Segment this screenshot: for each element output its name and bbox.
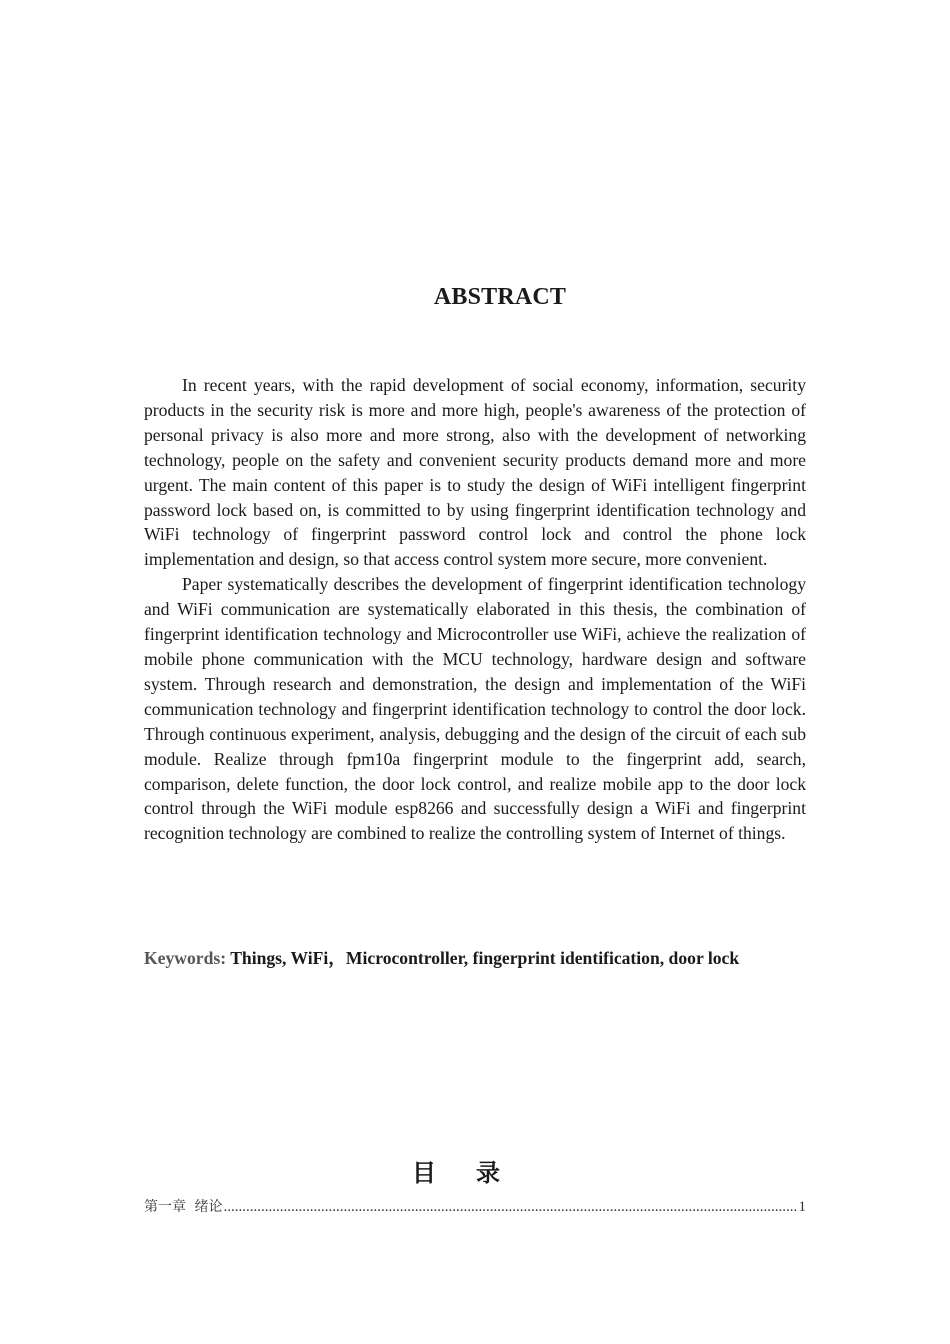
abstract-paragraph-1: In recent years, with the rapid development of social economy, information, security products in the security risk is more and more high, people's awareness of the protection of personal privacy is also more and more strong, also with the development of networking technology, people on the safety and convenient security products demand more and more urgent. The main content of this paper is to study the design of WiFi intelligent fingerprint password lock based on, is committed to by using fingerprint identification technology and WiFi technology of fingerprint password control lock and control the phone lock implementation and design, so that access control system more secure, more convenient. <box>144 375 806 570</box>
toc-entry-page: 1 <box>798 1199 806 1215</box>
abstract-body <box>144 373 806 846</box>
toc-entry[interactable] <box>144 1196 806 1218</box>
keywords-line <box>144 946 844 970</box>
toc-dot-leader <box>223 1196 797 1218</box>
abstract-title: ABSTRACT <box>433 284 567 310</box>
toc-title: 目录 <box>412 1159 540 1187</box>
toc-entry-label: 第一章 绪论 <box>144 1199 223 1215</box>
abstract-paragraph-2: Paper systematically describes the development of fingerprint identification technology and WiFi communication are systematically elaborated in this thesis, the combination of fingerprint identification technology and Microcontroller use WiFi, achieve the realization of mobile phone communication with the MCU technology, hardware design and software system. Through research and demonstration, the design and implementation of the WiFi communication technology and fingerprint identification technology to control the door lock. Through continuous experiment, analysis, debugging and the design of the circuit of each sub module. Realize through fpm10a fingerprint module to the fingerprint add, search, comparison, delete function, the door lock control, and realize mobile app to the door lock control through the WiFi module esp8266 and successfully design a WiFi and fingerprint recognition technology are combined to realize the controlling system of Internet of things. <box>144 574 806 844</box>
keywords-label: Keywords: <box>144 948 227 968</box>
keywords-value: Things, WiFi，Microcontroller, fingerprint identification, door lock <box>230 948 740 968</box>
